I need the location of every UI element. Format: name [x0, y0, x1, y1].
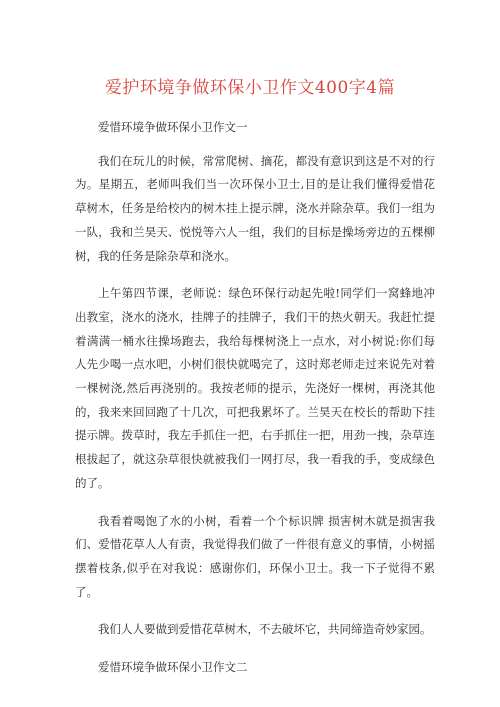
section-2-subtitle: 爱惜环境争做环保小卫作文二	[98, 660, 248, 675]
paragraph: 上午第四节课，老师说：绿色环保行动起先啦!同学们一窝蜂地冲出教室，浇水的浇水，挂牌子的挂牌子，我们干的热火朝天。我赶忙提着满满一桶水往操场跑去，我给每棵树浇上一点水，对小树说:你们每人先少喝一点水吧，小树们很快就喝完了，这时郑老师走过来说先对着一棵树浇,然后再浇别的。我按老师的提示，先浇好一棵树，再浇其他的，我来来回回跑了十几次，可把我累坏了。兰昊天在校长的帮助下挂提示牌。拨草时，我左手抓住一把，右手抓住一把，用劲一拽，杂草连根拔起了，就这杂草很快就被我们一网打尽，我一看我的手，变成绿色的了。	[75, 286, 435, 490]
document-body	[75, 116, 435, 690]
section-1-subtitle: 爱惜环境争做环保小卫作文一	[98, 120, 248, 134]
document-title: 爱护环境争做环保小卫作文400字4篇	[104, 78, 396, 98]
paragraph: 我们人人要做到爱惜花草树木，不去破坏它，共同缔造奇妙家园。	[98, 622, 432, 637]
paragraph: 我看着喝饱了水的小树，看着一个个标识牌 损害树木就是损害我们、爱惜花草人人有责，我觉得我们做了一件很有意义的事情，小树摇摆着枝条,似乎在对我说：感谢你们，环保小卫士。我一下子觉得不累了。	[75, 513, 435, 599]
paragraph: 我们在玩儿的时候，常常爬树、摘花，都没有意识到这是不对的行为。星期五，老师叫我们当一次环保小卫士,目的是让我们懂得爱惜花草树木，任务是给校内的树木挂上提示牌，浇水并除杂草。我们一组为一队，我和兰昊天、悦悦等六人一组，我们的目标是操场旁边的五棵柳树，我的任务是除杂草和浇水。	[75, 153, 435, 263]
